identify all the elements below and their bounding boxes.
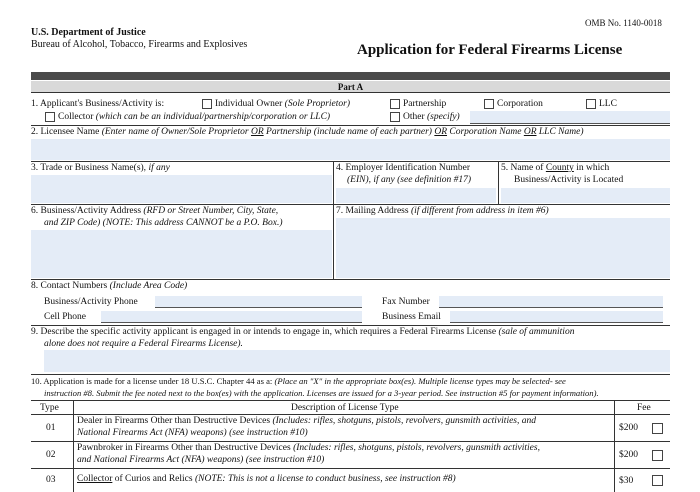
partnership-label: Partnership <box>403 99 447 109</box>
corporation-label: Corporation <box>497 99 543 109</box>
license-description-line1: Collector of Curios and Relics (NOTE: This is not a license to conduct business, see instruction #8) <box>77 474 456 484</box>
item6-label-line2: and ZIP Code) (NOTE: This address CANNOT be a P.O. Box.) <box>44 218 283 228</box>
other-checkbox[interactable] <box>390 112 400 122</box>
item6-label-line1: 6. Business/Activity Address (RFD or Street Number, City, State, <box>31 206 279 216</box>
collector-checkbox[interactable] <box>45 112 55 122</box>
divider <box>333 204 334 279</box>
item5-label-line2: Business/Activity is Located <box>514 175 624 185</box>
license-description-line1: Pawnbroker in Firearms Other than Destructive Devices (Includes: rifles, shotguns, pistols, revolvers, gunsmith activities, <box>77 443 540 453</box>
item9-label-line1: 9. Describe the specific activity applicant is engaged in or intends to engage in, which requires a Federal Firearms License (sale of ammunition <box>31 327 575 337</box>
divider <box>73 400 74 492</box>
mailing-address-field[interactable] <box>336 218 670 278</box>
fax-label: Fax Number <box>382 297 430 307</box>
license-description-line2: National Firearms Act (NFA) weapons) (see instruction #10) <box>77 428 308 438</box>
agency-name: U.S. Department of Justice <box>31 27 146 38</box>
license-type-code: 02 <box>46 450 56 460</box>
other-label: Other (specify) <box>403 112 460 122</box>
form-title: Application for Federal Firearms License <box>357 42 623 58</box>
fax-field[interactable] <box>439 296 663 307</box>
county-field[interactable] <box>501 188 670 203</box>
activity-description-field[interactable] <box>44 350 670 372</box>
license-fee: $200 <box>619 423 638 433</box>
item4-label-line1: 4. Employer Identification Number <box>336 163 471 173</box>
license-02-checkbox[interactable] <box>652 450 663 461</box>
business-address-field[interactable] <box>31 230 332 278</box>
fax-underline <box>439 307 663 308</box>
part-a-header: Part A <box>31 81 670 93</box>
licensee-name-field[interactable] <box>31 139 670 160</box>
divider <box>614 400 615 492</box>
trade-name-field[interactable] <box>31 175 332 203</box>
divider <box>31 204 670 205</box>
item2-label: 2. Licensee Name (Enter name of Owner/Sole Proprietor OR Partnership (include name of each partner) OR Corporation Name OR LLC Name) <box>31 127 584 137</box>
license-fee: $200 <box>619 450 638 460</box>
divider <box>31 441 670 442</box>
individual-owner-label: Individual Owner (Sole Proprietor) <box>215 99 351 109</box>
divider <box>31 279 670 280</box>
item3-label: 3. Trade or Business Name(s), if any <box>31 163 170 173</box>
divider <box>31 125 670 126</box>
business-phone-label: Business/Activity Phone <box>44 297 138 307</box>
item10-label-line1: 10. Application is made for a license under 18 U.S.C. Chapter 44 as a: (Place an "X" in the appropriate box(es). Multiple license types may be selected- see <box>31 376 566 386</box>
col-header-description: Description of License Type <box>291 403 399 413</box>
collector-label: Collector (which can be an individual/partnership/corporation or LLC) <box>58 112 331 122</box>
license-type-code: 03 <box>46 475 56 485</box>
license-03-checkbox[interactable] <box>652 475 663 486</box>
item9-label-line2: alone does not require a Federal Firearms License). <box>44 339 243 349</box>
license-description-line1: Dealer in Firearms Other than Destructive Devices (Includes: rifles, shotguns, pistols, revolvers, gunsmith activities, and <box>77 416 536 426</box>
license-type-code: 01 <box>46 423 56 433</box>
divider <box>31 414 670 415</box>
partnership-checkbox[interactable] <box>390 99 400 109</box>
divider <box>333 161 334 204</box>
llc-label: LLC <box>599 99 617 109</box>
item8-label: 8. Contact Numbers (Include Area Code) <box>31 281 188 291</box>
divider <box>31 374 670 375</box>
col-header-fee: Fee <box>637 403 651 413</box>
cell-phone-field[interactable] <box>101 311 362 322</box>
cell-phone-underline <box>101 322 362 323</box>
divider <box>31 400 670 401</box>
email-underline <box>450 322 663 323</box>
other-specify-underline <box>470 123 670 124</box>
business-phone-underline <box>155 307 362 308</box>
llc-checkbox[interactable] <box>586 99 596 109</box>
item5-label-line1: 5. Name of County in which <box>501 163 610 173</box>
item1-label: 1. Applicant's Business/Activity is: <box>31 99 165 109</box>
individual-owner-checkbox[interactable] <box>202 99 212 109</box>
other-specify-field[interactable] <box>470 111 670 123</box>
item10-label-line2: instruction #8. Submit the fee noted next to the box(es) with the application. Licenses are issued for a 3-year period. See instruction #5 for payment information). <box>44 388 599 398</box>
divider <box>498 161 499 204</box>
cell-phone-label: Cell Phone <box>44 312 86 322</box>
item4-label-line2: (EIN), if any (see definition #17) <box>347 175 471 185</box>
email-field[interactable] <box>450 311 663 322</box>
omb-number: OMB No. 1140-0018 <box>585 18 662 28</box>
bureau-name: Bureau of Alcohol, Tobacco, Firearms and Explosives <box>31 39 248 50</box>
ein-field[interactable] <box>336 188 496 203</box>
email-label: Business Email <box>382 312 441 322</box>
divider <box>31 161 670 162</box>
business-phone-field[interactable] <box>155 296 362 307</box>
divider <box>31 325 670 326</box>
license-01-checkbox[interactable] <box>652 423 663 434</box>
col-header-type: Type <box>40 403 59 413</box>
license-description-line2: and National Firearms Act (NFA) weapons) (see instruction #10) <box>77 455 325 465</box>
corporation-checkbox[interactable] <box>484 99 494 109</box>
header-bar <box>31 72 670 80</box>
license-fee: $30 <box>619 476 634 486</box>
item7-label: 7. Mailing Address (if different from address in item #6) <box>336 206 549 216</box>
divider <box>31 468 670 469</box>
